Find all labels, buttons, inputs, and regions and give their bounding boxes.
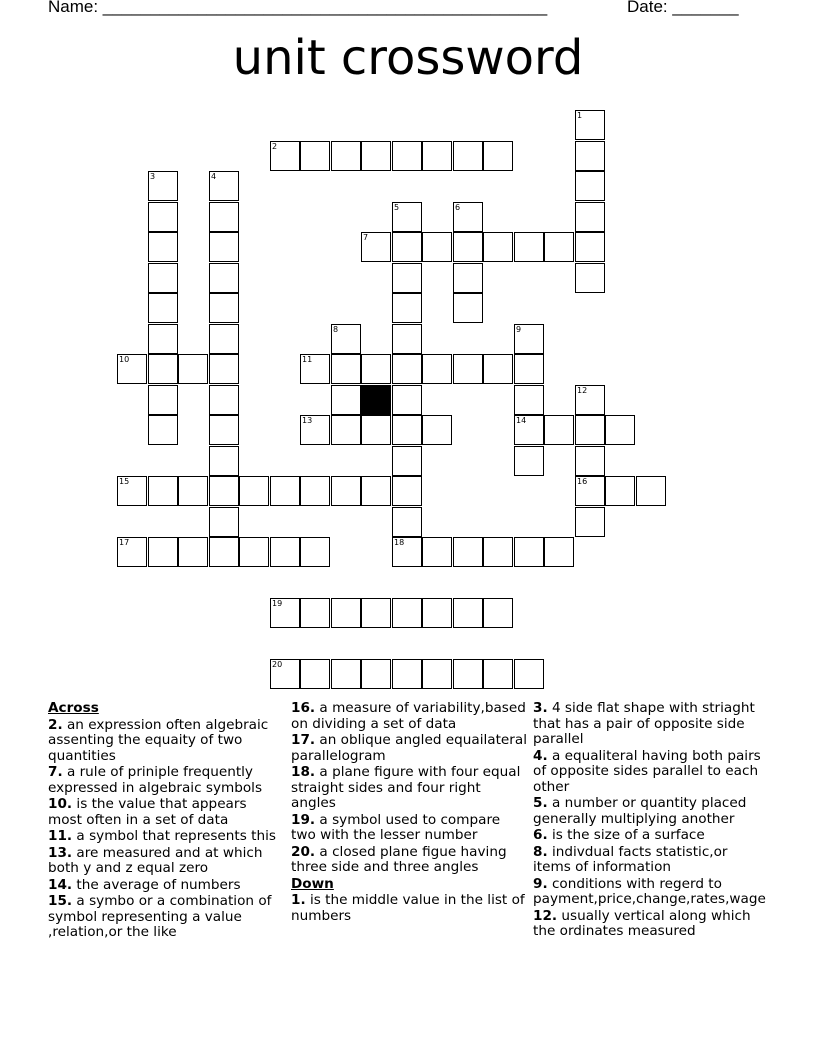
grid-cell[interactable] bbox=[392, 324, 422, 354]
grid-cell[interactable] bbox=[575, 263, 605, 293]
clue-number: 14 bbox=[516, 416, 527, 425]
grid-cell[interactable] bbox=[239, 537, 269, 567]
grid-cell[interactable] bbox=[209, 385, 239, 415]
clue-item-number: 20. bbox=[291, 843, 316, 860]
grid-cell[interactable] bbox=[178, 476, 208, 506]
grid-cell[interactable] bbox=[148, 232, 178, 262]
grid-cell[interactable] bbox=[148, 415, 178, 445]
grid-cell[interactable] bbox=[300, 659, 330, 689]
clue-number: 1 bbox=[577, 111, 583, 120]
clue-number: 20 bbox=[272, 660, 283, 669]
grid-cell[interactable] bbox=[392, 415, 422, 445]
grid-cell[interactable] bbox=[209, 263, 239, 293]
clue-item-number: 14. bbox=[48, 876, 73, 893]
grid-cell[interactable] bbox=[361, 659, 391, 689]
grid-cell[interactable] bbox=[392, 385, 422, 415]
grid-cell[interactable] bbox=[483, 598, 513, 628]
grid-cell[interactable] bbox=[575, 507, 605, 537]
clue-number: 16 bbox=[577, 477, 588, 486]
clue-item-number: 6. bbox=[533, 827, 548, 843]
grid-cell[interactable] bbox=[117, 354, 147, 384]
grid-cell[interactable] bbox=[148, 293, 178, 323]
clue-number: 9 bbox=[516, 325, 522, 334]
across-heading: Across bbox=[48, 700, 99, 716]
clue-item-text: a closed plane figue having three side and three angles bbox=[291, 843, 507, 875]
grid-cell[interactable] bbox=[453, 537, 483, 567]
clue-number: 12 bbox=[577, 386, 588, 395]
grid-cell[interactable] bbox=[331, 354, 361, 384]
grid-cell[interactable] bbox=[209, 537, 239, 567]
grid-cell[interactable] bbox=[209, 476, 239, 506]
clue-item bbox=[533, 909, 769, 940]
clue-item bbox=[48, 878, 280, 894]
grid-cell[interactable] bbox=[361, 476, 391, 506]
clue-item bbox=[48, 765, 280, 796]
grid-cell[interactable] bbox=[148, 354, 178, 384]
clue-column-2 bbox=[291, 701, 527, 925]
grid-cell[interactable] bbox=[575, 202, 605, 232]
grid-cell[interactable] bbox=[483, 141, 513, 171]
grid-cell[interactable] bbox=[331, 415, 361, 445]
clue-item-text: a plane figure with four equal straight sides and four right angles bbox=[291, 764, 521, 811]
grid-cell[interactable] bbox=[361, 232, 391, 262]
grid-cell[interactable] bbox=[575, 232, 605, 262]
clue-item-number: 18. bbox=[291, 764, 316, 780]
grid-cell[interactable] bbox=[209, 446, 239, 476]
clue-item-text: a symbol that represents this bbox=[72, 828, 276, 844]
grid-cell[interactable] bbox=[148, 537, 178, 567]
grid-cell[interactable] bbox=[575, 415, 605, 445]
clue-item bbox=[48, 894, 280, 941]
clue-item bbox=[48, 718, 280, 765]
grid-cell[interactable] bbox=[270, 659, 300, 689]
grid-cell[interactable] bbox=[239, 476, 269, 506]
clue-item bbox=[533, 845, 769, 876]
grid-cell[interactable] bbox=[270, 537, 300, 567]
grid-cell[interactable] bbox=[361, 141, 391, 171]
grid-cell[interactable] bbox=[544, 232, 574, 262]
grid-cell[interactable] bbox=[148, 324, 178, 354]
grid-cell[interactable] bbox=[300, 476, 330, 506]
clue-item-number: 7. bbox=[48, 764, 63, 780]
grid-cell[interactable] bbox=[392, 293, 422, 323]
grid-cell[interactable] bbox=[392, 446, 422, 476]
clue-number: 15 bbox=[119, 477, 130, 486]
clue-item-number: 12. bbox=[533, 907, 558, 924]
grid-cell[interactable] bbox=[392, 232, 422, 262]
grid-cell[interactable] bbox=[148, 263, 178, 293]
grid-cell[interactable] bbox=[422, 415, 452, 445]
clue-item bbox=[48, 829, 280, 845]
grid-cell[interactable] bbox=[178, 354, 208, 384]
grid-cell[interactable] bbox=[392, 507, 422, 537]
grid-cell[interactable] bbox=[453, 293, 483, 323]
clue-item bbox=[48, 797, 280, 828]
clue-item bbox=[291, 845, 527, 876]
clue-item-number: 15. bbox=[48, 893, 73, 909]
grid-cell[interactable] bbox=[514, 446, 544, 476]
grid-cell[interactable] bbox=[300, 354, 330, 384]
grid-cell[interactable] bbox=[544, 537, 574, 567]
grid-cell[interactable] bbox=[148, 202, 178, 232]
grid-cell[interactable] bbox=[544, 415, 574, 445]
clue-item-text: indivdual facts statistic,or items of information bbox=[533, 843, 728, 875]
grid-cell[interactable] bbox=[209, 232, 239, 262]
grid-cell[interactable] bbox=[605, 476, 635, 506]
clue-item-text: is the size of a surface bbox=[547, 827, 705, 843]
grid-cell[interactable] bbox=[392, 659, 422, 689]
date-label: Date: _______ bbox=[627, 0, 739, 16]
clue-number: 13 bbox=[302, 416, 313, 425]
grid-cell[interactable] bbox=[514, 324, 544, 354]
clue-item-text: 4 side flat shape with striaght that has a pair of opposite side parallel bbox=[533, 701, 755, 747]
grid-cell[interactable] bbox=[575, 446, 605, 476]
grid-cell[interactable] bbox=[300, 415, 330, 445]
clue-item-text: a number or quantity placed generally multiplying another bbox=[533, 795, 747, 827]
clue-item-text: a rule of priniple frequently expressed in algebraic symbols bbox=[48, 764, 263, 796]
grid-cell[interactable] bbox=[483, 659, 513, 689]
grid-cell[interactable] bbox=[514, 537, 544, 567]
clue-item-number: 16. bbox=[291, 700, 316, 716]
grid-cell[interactable] bbox=[331, 659, 361, 689]
grid-cell[interactable] bbox=[514, 415, 544, 445]
grid-cell[interactable] bbox=[331, 385, 361, 415]
grid-cell[interactable] bbox=[453, 598, 483, 628]
grid-cell[interactable] bbox=[361, 354, 391, 384]
grid-cell[interactable] bbox=[392, 141, 422, 171]
clue-item-text: is the middle value in the list of numbers bbox=[291, 892, 525, 924]
clue-item bbox=[533, 796, 769, 827]
grid-cell[interactable] bbox=[117, 476, 147, 506]
clue-item bbox=[533, 749, 769, 796]
grid-cell[interactable] bbox=[209, 324, 239, 354]
grid-cell[interactable] bbox=[514, 659, 544, 689]
clue-item bbox=[533, 701, 769, 748]
clue-number: 2 bbox=[272, 142, 278, 151]
grid-cell[interactable] bbox=[453, 202, 483, 232]
grid-cell[interactable] bbox=[270, 141, 300, 171]
grid-cell[interactable] bbox=[453, 354, 483, 384]
clue-number: 5 bbox=[394, 203, 400, 212]
clue-item-text: are measured and at which both y and z equal zero bbox=[48, 844, 263, 876]
grid-cell[interactable] bbox=[575, 171, 605, 201]
grid-cell[interactable] bbox=[148, 171, 178, 201]
grid-cell[interactable] bbox=[209, 415, 239, 445]
clue-item-text: an expression often algebraic assenting the equaity of two quantities bbox=[48, 716, 269, 764]
clue-number: 7 bbox=[363, 233, 369, 242]
grid-cell[interactable] bbox=[178, 537, 208, 567]
grid-cell[interactable] bbox=[636, 476, 666, 506]
grid-block bbox=[361, 385, 391, 415]
grid-cell[interactable] bbox=[392, 354, 422, 384]
name-label: Name: _______________________________________________ bbox=[48, 0, 548, 16]
clue-item-number: 5. bbox=[533, 795, 548, 811]
grid-cell[interactable] bbox=[270, 476, 300, 506]
grid-cell[interactable] bbox=[270, 598, 300, 628]
grid-cell[interactable] bbox=[453, 659, 483, 689]
grid-cell[interactable] bbox=[483, 354, 513, 384]
grid-cell[interactable] bbox=[331, 324, 361, 354]
grid-cell[interactable] bbox=[392, 263, 422, 293]
grid-cell[interactable] bbox=[300, 537, 330, 567]
grid-cell[interactable] bbox=[575, 385, 605, 415]
grid-cell[interactable] bbox=[361, 415, 391, 445]
clue-item-number: 11. bbox=[48, 828, 73, 844]
clue-item bbox=[291, 893, 527, 924]
clue-item-text: usually vertical along which the ordinates measured bbox=[533, 907, 751, 939]
clue-item-text: a equaliteral having both pairs of opposite sides parallel to each other bbox=[533, 747, 761, 795]
clue-item-text: an oblique angled equailateral parallelogram bbox=[291, 732, 527, 764]
grid-cell[interactable] bbox=[148, 385, 178, 415]
page-title: unit crossword bbox=[232, 30, 584, 86]
grid-cell[interactable] bbox=[575, 476, 605, 506]
grid-cell[interactable] bbox=[209, 507, 239, 537]
grid-cell[interactable] bbox=[209, 202, 239, 232]
clue-item bbox=[291, 765, 527, 812]
grid-cell[interactable] bbox=[453, 263, 483, 293]
clue-number: 17 bbox=[119, 538, 130, 547]
clue-item-number: 2. bbox=[48, 716, 63, 733]
grid-cell[interactable] bbox=[422, 354, 452, 384]
grid-cell[interactable] bbox=[422, 232, 452, 262]
grid-cell[interactable] bbox=[422, 537, 452, 567]
grid-cell[interactable] bbox=[453, 141, 483, 171]
grid-cell[interactable] bbox=[209, 354, 239, 384]
grid-cell[interactable] bbox=[331, 141, 361, 171]
clue-column-1 bbox=[48, 701, 280, 942]
grid-cell[interactable] bbox=[422, 141, 452, 171]
clue-item-number: 8. bbox=[533, 843, 548, 860]
grid-cell[interactable] bbox=[117, 537, 147, 567]
grid-cell[interactable] bbox=[605, 415, 635, 445]
grid-cell[interactable] bbox=[483, 537, 513, 567]
clue-item-number: 4. bbox=[533, 747, 548, 764]
clue-item-number: 19. bbox=[291, 811, 316, 828]
clue-number: 19 bbox=[272, 599, 283, 608]
grid-cell[interactable] bbox=[422, 659, 452, 689]
clue-item-number: 1. bbox=[291, 892, 306, 908]
clue-item bbox=[291, 733, 527, 764]
clue-number: 3 bbox=[150, 172, 156, 181]
grid-cell[interactable] bbox=[148, 476, 178, 506]
grid-cell[interactable] bbox=[209, 293, 239, 323]
grid-cell[interactable] bbox=[575, 110, 605, 140]
grid-cell[interactable] bbox=[331, 476, 361, 506]
grid-cell[interactable] bbox=[392, 476, 422, 506]
grid-cell[interactable] bbox=[514, 385, 544, 415]
clue-item-text: a symbol used to compare two with the lesser number bbox=[291, 811, 501, 843]
clue-item-number: 10. bbox=[48, 796, 73, 812]
grid-cell[interactable] bbox=[392, 202, 422, 232]
clue-number: 11 bbox=[302, 355, 313, 364]
grid-cell[interactable] bbox=[422, 598, 452, 628]
clue-item bbox=[533, 877, 769, 908]
grid-cell[interactable] bbox=[392, 598, 422, 628]
grid-cell[interactable] bbox=[300, 598, 330, 628]
clue-item bbox=[291, 813, 527, 844]
clue-item-text: a symbo or a combination of symbol representing a value ,relation,or the like bbox=[48, 893, 272, 940]
grid-cell[interactable] bbox=[514, 232, 544, 262]
clue-item-text: conditions with regerd to payment,price,change,rates,wage bbox=[533, 875, 766, 907]
grid-cell[interactable] bbox=[483, 232, 513, 262]
grid-cell[interactable] bbox=[331, 598, 361, 628]
clue-item bbox=[533, 828, 769, 844]
grid-cell[interactable] bbox=[300, 141, 330, 171]
clue-number: 18 bbox=[394, 538, 405, 547]
clue-item bbox=[48, 846, 280, 877]
clue-item-text: is the value that appears most often in a set of data bbox=[48, 796, 247, 828]
grid-cell[interactable] bbox=[392, 537, 422, 567]
clue-item-number: 9. bbox=[533, 875, 548, 892]
clue-item-text: a measure of variability,based on dividing a set of data bbox=[291, 700, 526, 732]
down-heading: Down bbox=[291, 875, 334, 892]
clue-item-text: the average of numbers bbox=[72, 876, 241, 893]
grid-cell[interactable] bbox=[453, 232, 483, 262]
clue-column-3 bbox=[533, 701, 769, 941]
grid-cell[interactable] bbox=[575, 141, 605, 171]
clue-item-number: 13. bbox=[48, 844, 73, 861]
clue-item-number: 3. bbox=[533, 701, 548, 716]
grid-cell[interactable] bbox=[361, 598, 391, 628]
clue-number: 4 bbox=[211, 172, 217, 181]
clue-item bbox=[291, 701, 527, 732]
grid-cell[interactable] bbox=[209, 171, 239, 201]
clue-number: 6 bbox=[455, 203, 461, 212]
clue-item-number: 17. bbox=[291, 732, 316, 748]
grid-cell[interactable] bbox=[514, 354, 544, 384]
clue-number: 10 bbox=[119, 355, 130, 364]
clue-number: 8 bbox=[333, 325, 339, 334]
